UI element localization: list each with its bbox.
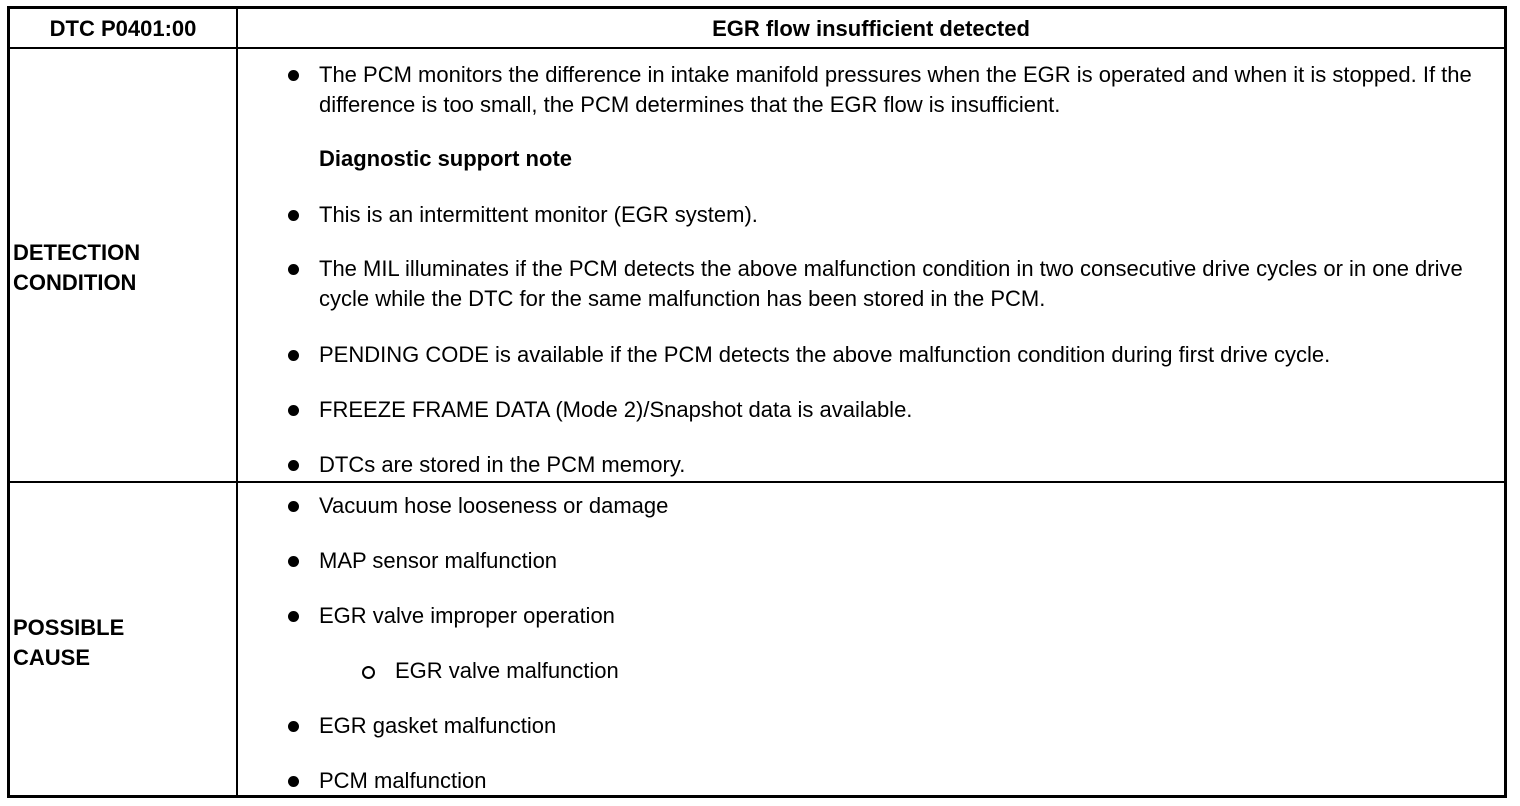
dtc-table [7,6,1507,798]
possible-cause-label: POSSIBLE CAUSE [13,615,125,670]
bullet-icon [288,264,299,275]
dtc-code: DTC P0401:00 [49,16,197,41]
bullet-icon [288,556,299,567]
possible-cause-content: Vacuum hose looseness or damage MAP sensor malfunction EGR valve improper operation EGR valve malfunction EGR gasket malfunction PCM malfunction [238,483,1504,795]
bullet-icon [288,611,299,622]
bullet-icon [288,405,299,416]
dtc-title: EGR flow insufficient detected [712,16,1030,41]
bullet-icon [288,501,299,512]
detection-condition-label: DETECTION CONDITION [13,240,141,295]
open-bullet-icon [362,666,375,679]
bullet-icon [288,776,299,787]
detection-condition-content: The PCM monitors the difference in intake manifold pressures when the EGR is operated and when it is stopped. If the difference is too small, the PCM determines that the EGR flow is insufficient. Diagnostic support note This is an intermittent monitor (EGR system). The MIL illuminates if the PCM detects the above malfunction condition in two consecutive drive cycles or in one drive cycle while the DTC for the same malfunction has been stored in the PCM. PENDING CODE is available if the PCM detects the above malfunction condition during first drive cycle. FREEZE FRAME DATA (Mode 2)/Snapshot data is available. DTCs are stored in the PCM memory. [238,9,1504,481]
bullet-icon [288,210,299,221]
bullet-icon [288,460,299,471]
bullet-icon [288,70,299,81]
bullet-icon [288,350,299,361]
note-heading: Diagnostic support note [319,146,572,171]
bullet-icon [288,721,299,732]
